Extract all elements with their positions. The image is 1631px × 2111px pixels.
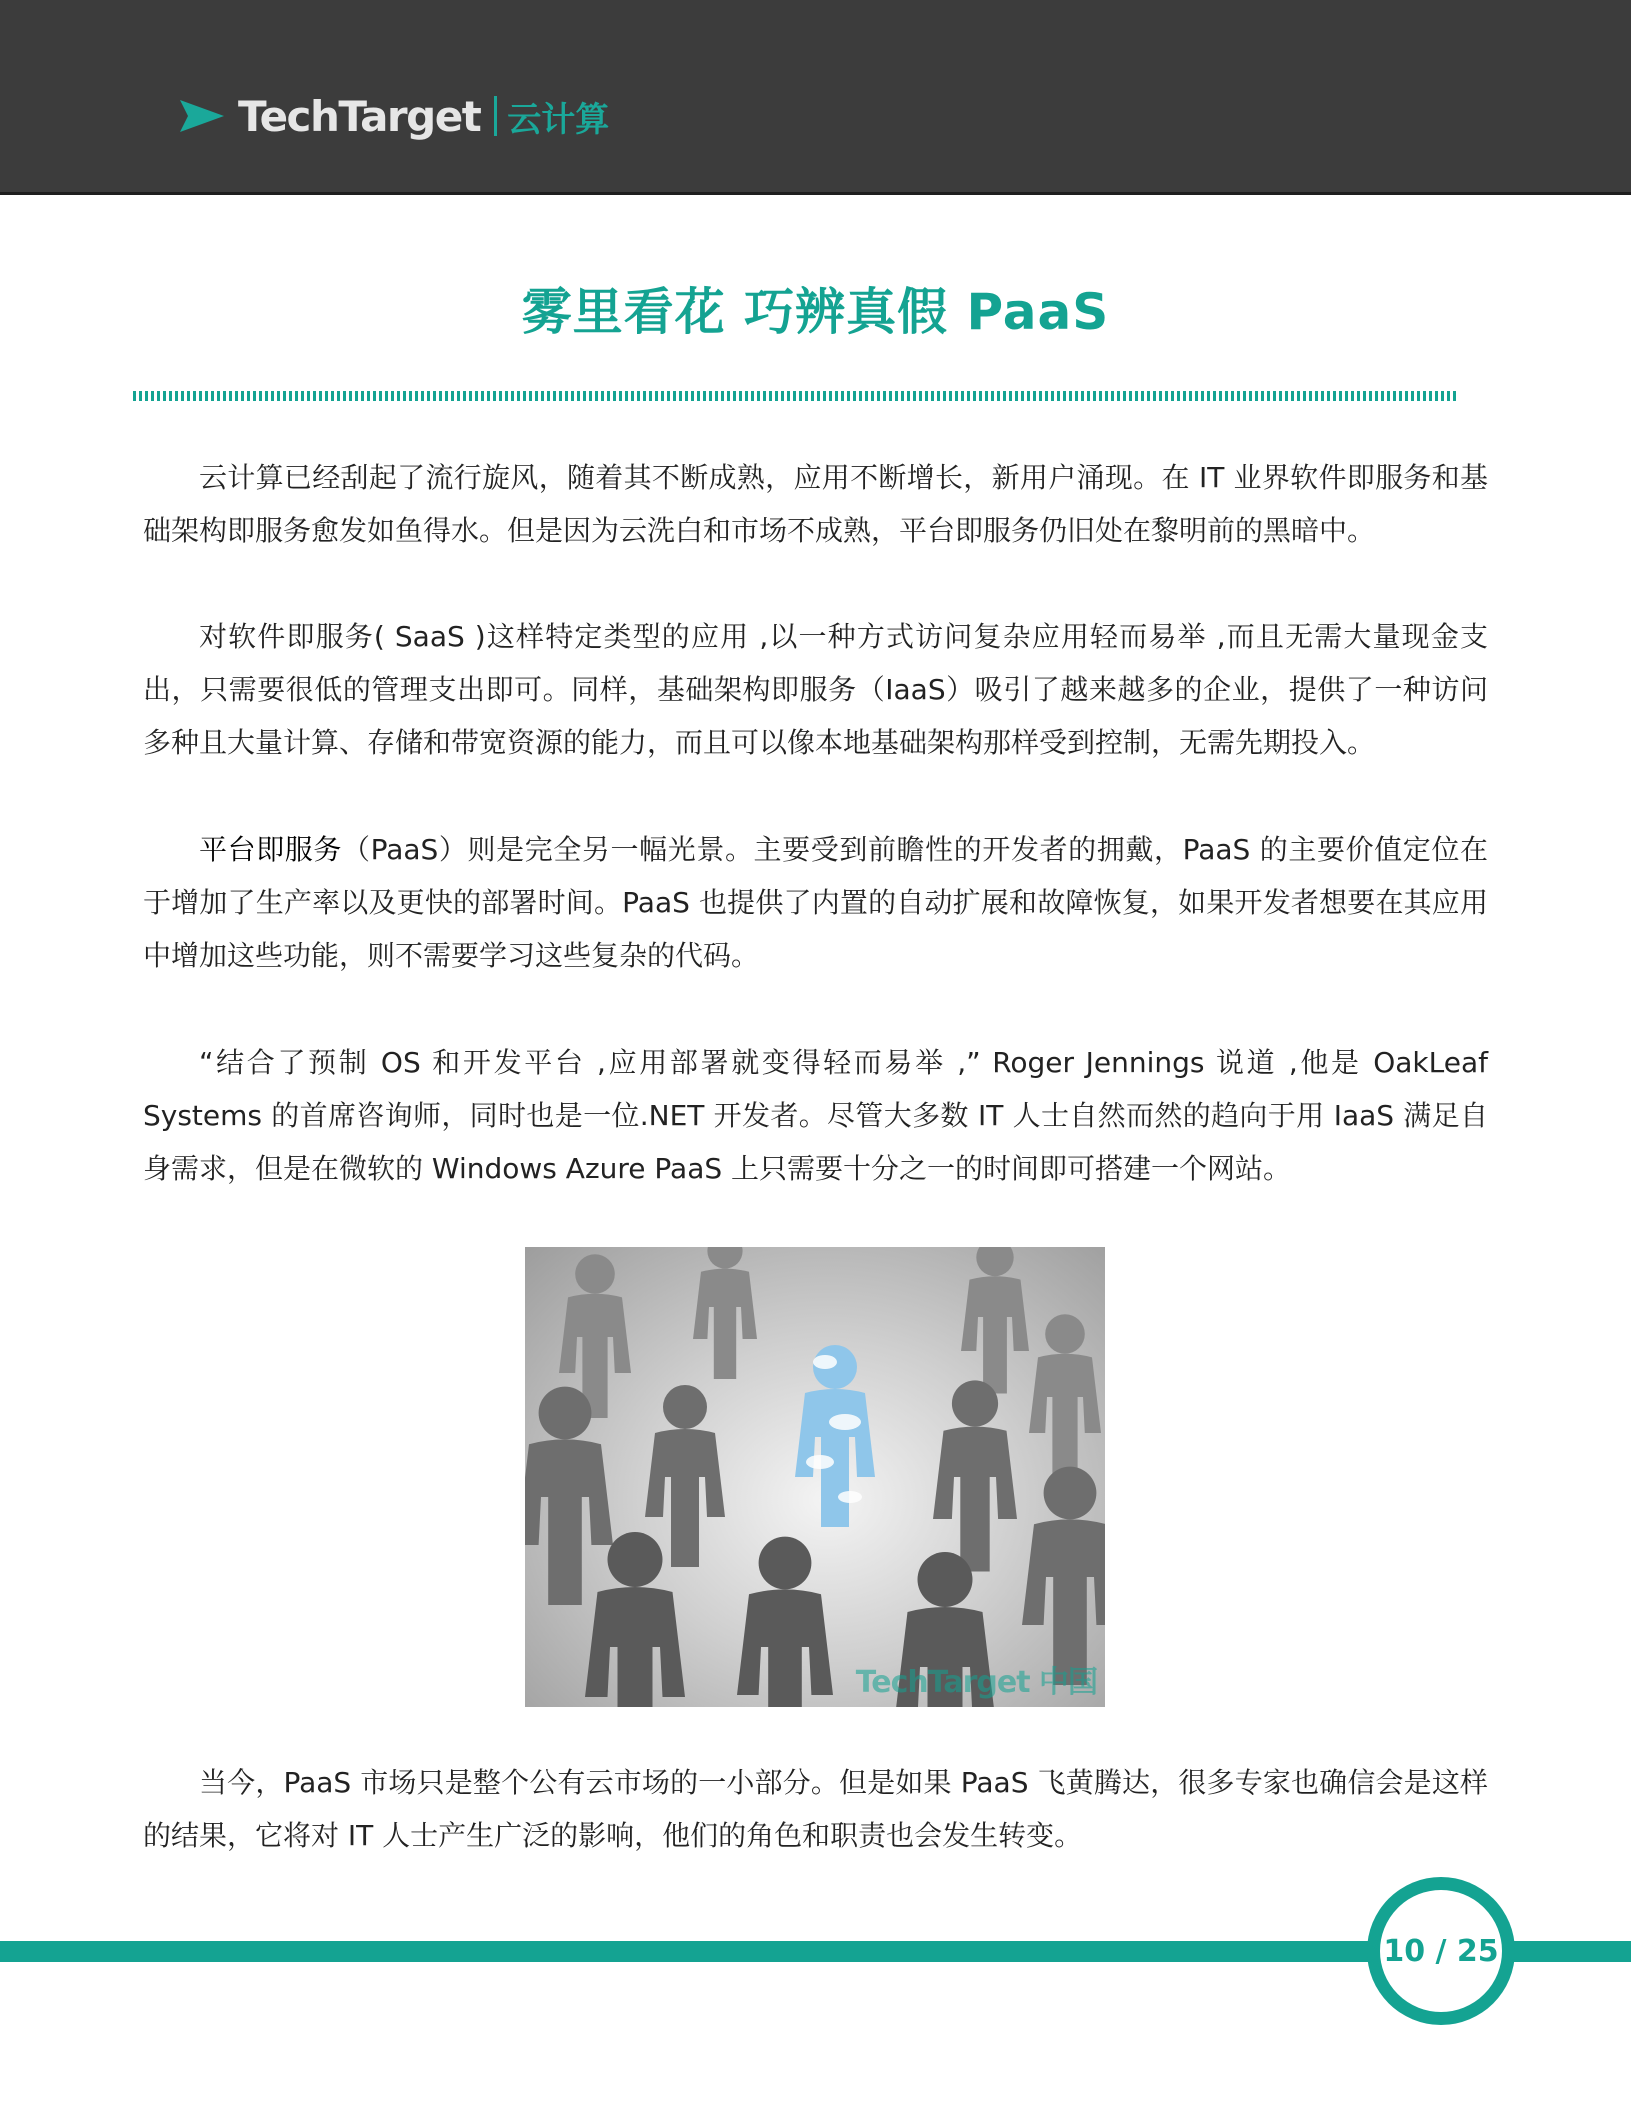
image-watermark: TechTarget 中国 (855, 1665, 1097, 1700)
article-image (525, 1247, 1105, 1707)
paragraph-quote: “结合了预制 OS 和开发平台 ,应用部署就变得轻而易举 ,” Roger Jennings 说道 ,他是 OakLeaf Systems 的首席咨询师，同时也是一位.NET 开发者。尽管大多数 IT 人士自然而然的趋向于用 IaaS 满足自身需求，但是在微软的 Windows Azure PaaS 上只需要十分之一的时间即可搭建一个网站。 (143, 1046, 1488, 1185)
header-bar (0, 0, 1631, 195)
paragraph-saas-iaas: 对软件即服务( SaaS )这样特定类型的应用 ,以一种方式访问复杂应用轻而易举 ,而且无需大量现金支出，只需要很低的管理支出即可。同样，基础架构即服务（IaaS）吸引了越来越多的企业，提供了一种访问多种且大量计算、存储和带宽资源的能力，而且可以像本地基础架构那样受到控制，无需先期投入。 (143, 620, 1488, 759)
page-number-badge (1367, 1877, 1515, 2025)
title-divider (133, 391, 1459, 401)
paragraph-conclusion: 当今，PaaS 市场只是整个公有云市场的一小部分。但是如果 PaaS 飞黄腾达，很多专家也确信会是这样的结果，它将对 IT 人士产生广泛的影响，他们的角色和职责也会发生转变。 (143, 1766, 1488, 1852)
logo-brand-text: TechTarget (238, 91, 481, 141)
article-title: 雾里看花 巧辨真假 PaaS (521, 283, 1110, 341)
logo-section-text: 云计算 (507, 99, 610, 140)
crowd-illustration (525, 1247, 1105, 1707)
paragraph-paas-body: （PaaS）则是完全另一幅光景。主要受到前瞻性的开发者的拥戴，PaaS 的主要价值定位在于增加了生产率以及更快的部署时间。PaaS 也提供了内置的自动扩展和故障恢复，如果开发者想要在其应用中增加这些功能，则不需要学习这些复杂的代码。 (143, 833, 1488, 972)
logo-divider (494, 96, 497, 136)
paragraph-paas (143, 823, 1488, 982)
techtarget-logo[interactable] (178, 90, 609, 142)
paragraph-paas-lead: 平台即服务 (199, 833, 343, 866)
chevron-arrow-icon (178, 96, 226, 136)
page-number-text: 10 / 25 (1377, 1887, 1505, 2015)
paragraph-intro: 云计算已经刮起了流行旋风，随着其不断成熟，应用不断增长，新用户涌现。在 IT 业界软件即服务和基础架构即服务愈发如鱼得水。但是因为云洗白和市场不成熟，平台即服务仍旧处在黎明前的黑暗中。 (143, 461, 1488, 547)
